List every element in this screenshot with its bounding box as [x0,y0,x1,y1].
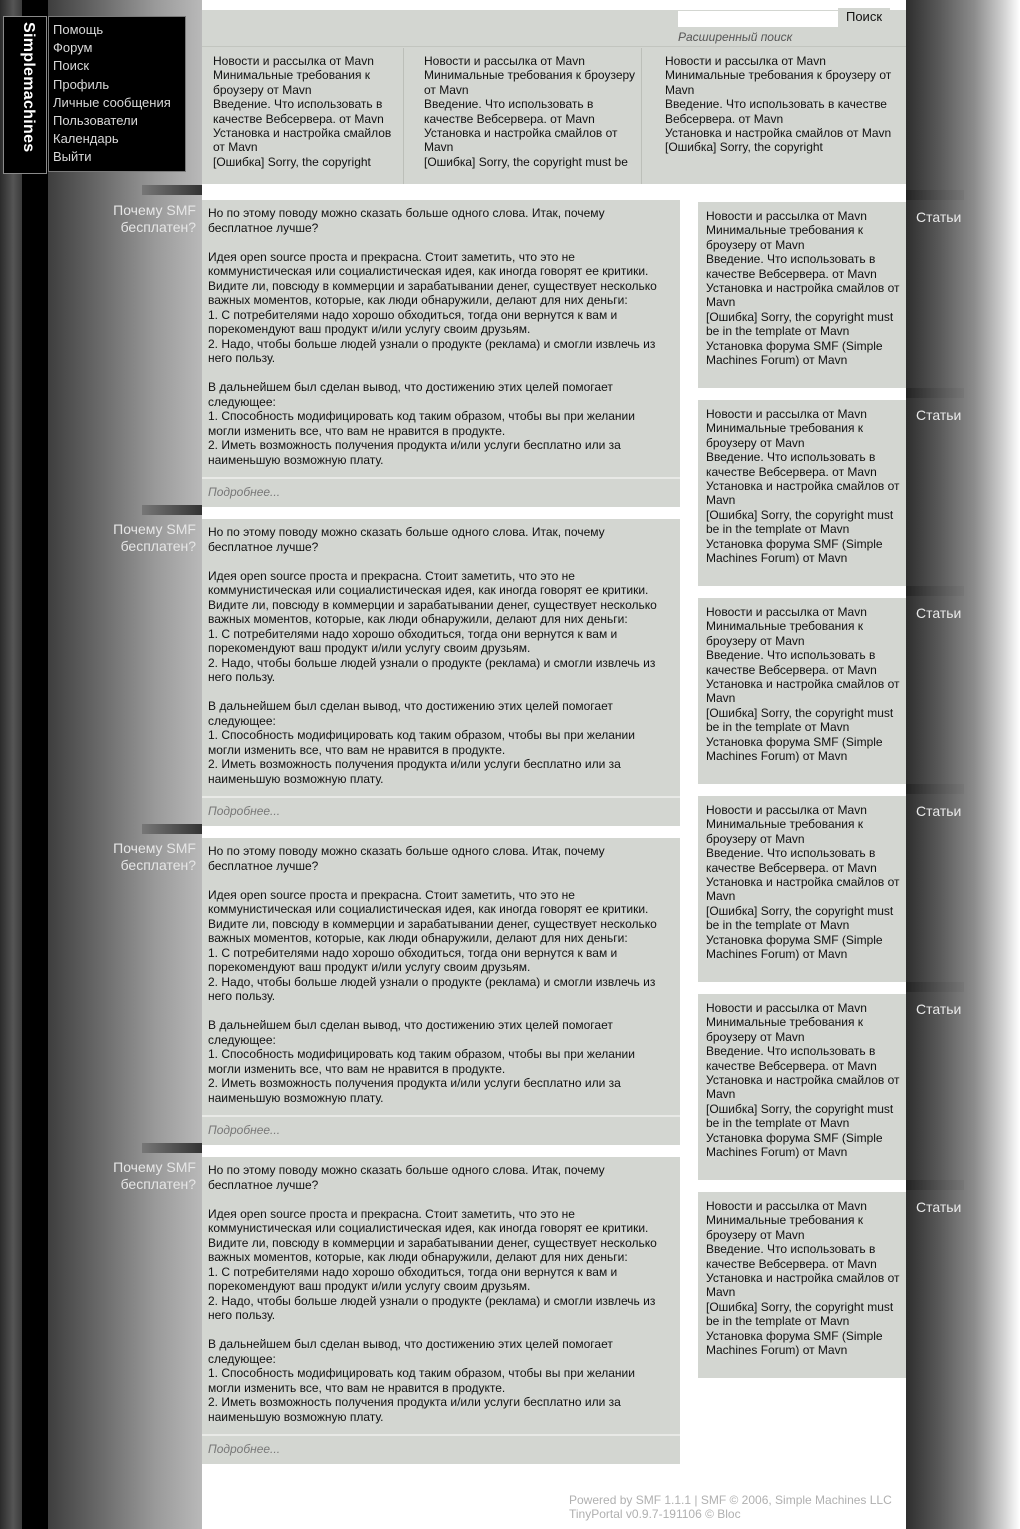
article-paragraph: В дальнейшем был сделан вывод, что достижению этих целей помогает следующее: 1. Способность модифицировать код таким образом, чтобы вы при желании могли изменить все, что вам не нравится в продукте. 2. Иметь возможность получения продукта и/или услуги бесплатно или за наименьшую возможную плату. [208,380,635,467]
header-link[interactable]: Минимальные требования к броузеру от Mavn [424,68,636,97]
block-link[interactable]: Установка форума SMF (Simple Machines Forum) от Mavn [706,338,883,368]
articles-block [698,1192,906,1378]
read-more-link[interactable]: Подробнее... [202,1115,680,1145]
articles-block [698,400,906,586]
nav-item-help[interactable]: Помощь [53,22,104,37]
block-title: Статьи [916,407,962,423]
main-nav [48,16,186,172]
block-link[interactable]: Введение. Что использовать в качестве Вебсервера. от Mavn [706,252,877,281]
footer-tinyportal[interactable]: TinyPortal v0.9.7-191106 © Bloc [569,1507,741,1521]
nav-item-logout[interactable]: Выйти [53,149,92,165]
block-title: Статьи [916,1199,962,1215]
header-link[interactable]: Введение. Что использовать в качестве Вебсервера. от Mavn [213,97,384,126]
block-separator [906,190,964,200]
block-title: Статьи [916,605,962,621]
site-logo[interactable] [3,16,47,174]
header-link[interactable]: Новости и рассылка от Mavn [665,54,826,68]
article-body [202,519,680,797]
block-link[interactable]: Новости и рассылка от Mavn [706,1001,867,1015]
header-link[interactable]: Введение. Что использовать в качестве Вебсервера. от Mavn [665,97,887,126]
article [202,1157,680,1464]
header-divider [202,46,906,47]
block-link[interactable]: [Ошибка] Sorry, the copyright must be in the template от Mavn [706,1299,894,1329]
article-separator [142,1143,202,1153]
header-link[interactable]: Установка и настройка смайлов от Mavn [424,126,618,155]
logo-text: Simplemachines [20,22,37,153]
block-link[interactable]: Установка и настройка смайлов от Mavn [706,281,900,310]
block-link[interactable]: Новости и рассылка от Mavn [706,1199,867,1213]
nav-item-forum[interactable]: Форум [53,40,93,56]
read-more-link[interactable]: Подробнее... [202,796,680,826]
block-link[interactable]: Новости и рассылка от Mavn [706,803,867,817]
articles-block [698,598,906,784]
block-link[interactable]: [Ошибка] Sorry, the copyright must be in the template от Mavn [706,903,894,933]
block-link[interactable]: Введение. Что использовать в качестве Вебсервера. от Mavn [706,648,877,677]
block-link[interactable]: Установка и настройка смайлов от Mavn [706,1271,900,1300]
article-paragraph: Идея open source проста и прекрасна. Стоит заметить, что это не коммунистическая или социалистическая идея, как иногда говорят ее критики. Видите ли, повсюду в коммерции и зарабатывании денег, существует несколько важных моментов, которые, как люди обнаружили, делают для них деньги: 1. С потребителями надо хорошо обходиться, тогда они вернутся к вам и порекомендуют ваш продукт и/или услугу своим друзьям. 2. Надо, чтобы больше людей узнали о продукте (реклама) и смогли извлечь из него пользу. [208,887,657,1003]
article-intro: Но по этому поводу можно сказать больше одного слова. Итак, почему бесплатное лучше? [208,525,605,554]
header-link[interactable]: Установка и настройка смайлов от Mavn [213,126,392,155]
article [202,200,680,507]
header-link[interactable]: [Ошибка] Sorry, the copyright [213,154,371,169]
article-intro: Но по этому поводу можно сказать больше одного слова. Итак, почему бесплатное лучше? [208,844,605,873]
block-title: Статьи [916,1001,962,1017]
header-column [202,48,404,184]
article-separator [142,824,202,834]
article-separator [142,505,202,515]
header-link[interactable]: Минимальные требования к броузеру от Mavn [213,68,371,97]
nav-item-members[interactable]: Пользователи [53,113,138,129]
block-link[interactable]: Установка и настройка смайлов от Mavn [706,479,900,508]
block-link[interactable]: [Ошибка] Sorry, the copyright must be in the template от Mavn [706,309,894,339]
articles-block [698,796,906,982]
block-title: Статьи [916,803,962,819]
block-link[interactable]: Установка форума SMF (Simple Machines Forum) от Mavn [706,1328,883,1358]
block-link[interactable]: Установка и настройка смайлов от Mavn [706,677,900,706]
article [202,838,680,1145]
block-link[interactable]: Введение. Что использовать в качестве Вебсервера. от Mavn [706,450,877,479]
left-edge-strip [0,0,22,1529]
block-link[interactable]: Введение. Что использовать в качестве Вебсервера. от Mavn [706,1242,877,1271]
block-separator [906,784,964,794]
block-link[interactable]: Введение. Что использовать в качестве Вебсервера. от Mavn [706,846,877,875]
block-link[interactable]: Новости и рассылка от Mavn [706,209,867,223]
block-link[interactable]: [Ошибка] Sorry, the copyright must be in the template от Mavn [706,507,894,537]
block-link[interactable]: Установка и настройка смайлов от Mavn [706,875,900,904]
article-body [202,1157,680,1435]
read-more-link[interactable]: Подробнее... [202,1434,680,1464]
article-separator [142,185,202,195]
block-link[interactable]: Минимальные требования к броузеру от Mavn [706,1213,864,1242]
article-paragraph: Идея open source проста и прекрасна. Стоит заметить, что это не коммунистическая или социалистическая идея, как иногда говорят ее критики. Видите ли, повсюду в коммерции и зарабатывании денег, существует несколько важных моментов, которые, как люди обнаружили, делают для них деньги: 1. С потребителями надо хорошо обходиться, тогда они вернутся к вам и порекомендуют ваш продукт и/или услугу своим друзьям. 2. Надо, чтобы больше людей узнали о продукте (реклама) и смогли извлечь из него пользу. [208,1206,657,1322]
articles-block [698,994,906,1180]
block-separator [906,388,964,398]
search-button[interactable]: Поиск [838,8,890,26]
block-link[interactable]: Установка форума SMF (Simple Machines Forum) от Mavn [706,734,883,764]
search-input[interactable] [678,11,838,27]
article-paragraph: Идея open source проста и прекрасна. Стоит заметить, что это не коммунистическая или социалистическая идея, как иногда говорят ее критики. Видите ли, повсюду в коммерции и зарабатывании денег, существует несколько важных моментов, которые, как люди обнаружили, делают для них деньги: 1. С потребителями надо хорошо обходиться, тогда они вернутся к вам и порекомендуют ваш продукт и/или услугу своим друзьям. 2. Надо, чтобы больше людей узнали о продукте (реклама) и смогли извлечь из него пользу. [208,568,657,684]
read-more-link[interactable]: Подробнее... [202,477,680,507]
article-title[interactable]: Почему SMF бесплатен? [113,202,196,235]
block-link[interactable]: Минимальные требования к броузеру от Mavn [706,421,864,450]
block-link[interactable]: [Ошибка] Sorry, the copyright must be in the template от Mavn [706,705,894,735]
right-gradient-column [906,0,1020,1529]
footer-copyright[interactable]: Powered by SMF 1.1.1 | SMF © 2006, Simple Machines LLC [569,1493,892,1507]
article-paragraph: В дальнейшем был сделан вывод, что достижению этих целей помогает следующее: 1. Способность модифицировать код таким образом, чтобы вы при желании могли изменить все, что вам не нравится в продукте. 2. Иметь возможность получения продукта и/или услуги бесплатно или за наименьшую возможную плату. [208,1018,635,1105]
advanced-search-link[interactable]: Расширенный поиск [678,30,793,44]
block-link[interactable]: Установка форума SMF (Simple Machines Forum) от Mavn [706,536,883,566]
block-separator [906,982,964,992]
article-title[interactable]: Почему SMF бесплатен? [113,521,196,554]
block-link[interactable]: Новости и рассылка от Mavn [706,605,867,619]
block-link[interactable]: Минимальные требования к броузеру от Mavn [706,619,864,648]
left-black-strip [22,0,48,1529]
header-column [404,48,642,184]
block-link[interactable]: Минимальные требования к броузеру от Mavn [706,817,864,846]
article-body [202,200,680,478]
header-link[interactable]: [Ошибка] Sorry, the copyright must be [424,154,628,169]
block-link[interactable]: [Ошибка] Sorry, the copyright must be in the template от Mavn [706,1101,894,1131]
nav-item-calendar[interactable]: Календарь [53,131,119,147]
article-paragraph: В дальнейшем был сделан вывод, что достижению этих целей помогает следующее: 1. Способность модифицировать код таким образом, чтобы вы при желании могли изменить все, что вам не нравится в продукте. 2. Иметь возможность получения продукта и/или услуги бесплатно или за наименьшую возможную плату. [208,699,635,786]
article [202,519,680,826]
article-intro: Но по этому поводу можно сказать больше одного слова. Итак, почему бесплатное лучше? [208,206,605,235]
article-title[interactable]: Почему SMF бесплатен? [113,840,196,873]
header-column [642,48,906,184]
header-link[interactable]: Новости и рассылка от Mavn [213,54,374,68]
block-link[interactable]: Установка и настройка смайлов от Mavn [706,1073,900,1102]
header-link[interactable]: Новости и рассылка от Mavn [424,54,585,68]
nav-item-messages[interactable]: Личные сообщения [53,94,171,110]
block-link[interactable]: Установка форума SMF (Simple Machines Forum) от Mavn [706,1130,883,1160]
block-link[interactable]: Новости и рассылка от Mavn [706,407,867,421]
block-link[interactable]: Установка форума SMF (Simple Machines Forum) от Mavn [706,932,883,962]
footer [569,1493,892,1521]
article-intro: Но по этому поводу можно сказать больше одного слова. Итак, почему бесплатное лучше? [208,1163,605,1192]
block-separator [906,586,964,596]
articles-block [698,202,906,388]
block-title: Статьи [916,209,962,225]
header-link[interactable]: Минимальные требования к броузеру от Mavn [665,68,892,97]
header-link[interactable]: Введение. Что использовать в качестве Вебсервера. от Mavn [424,97,595,126]
block-link[interactable]: Минимальные требования к броузеру от Mavn [706,223,864,252]
nav-item-profile[interactable]: Профиль [53,76,110,92]
header-link[interactable]: Установка и настройка смайлов от Mavn [665,126,892,141]
nav-item-search[interactable]: Поиск [53,58,90,74]
block-link[interactable]: Минимальные требования к броузеру от Mavn [706,1015,864,1044]
article-paragraph: В дальнейшем был сделан вывод, что достижению этих целей помогает следующее: 1. Способность модифицировать код таким образом, чтобы вы при желании могли изменить все, что вам не нравится в продукте. 2. Иметь возможность получения продукта и/или услуги бесплатно или за наименьшую возможную плату. [208,1337,635,1424]
header-link[interactable]: [Ошибка] Sorry, the copyright [665,140,823,155]
article-title[interactable]: Почему SMF бесплатен? [113,1159,196,1192]
article-paragraph: Идея open source проста и прекрасна. Стоит заметить, что это не коммунистическая или социалистическая идея, как иногда говорят ее критики. Видите ли, повсюду в коммерции и зарабатывании денег, существует несколько важных моментов, которые, как люди обнаружили, делают для них деньги: 1. С потребителями надо хорошо обходиться, тогда они вернутся к вам и порекомендуют ваш продукт и/или услугу своим друзьям. 2. Надо, чтобы больше людей узнали о продукте (реклама) и смогли извлечь из него пользу. [208,249,657,365]
block-separator [906,1180,964,1190]
article-body [202,838,680,1116]
block-link[interactable]: Введение. Что использовать в качестве Вебсервера. от Mavn [706,1044,877,1073]
